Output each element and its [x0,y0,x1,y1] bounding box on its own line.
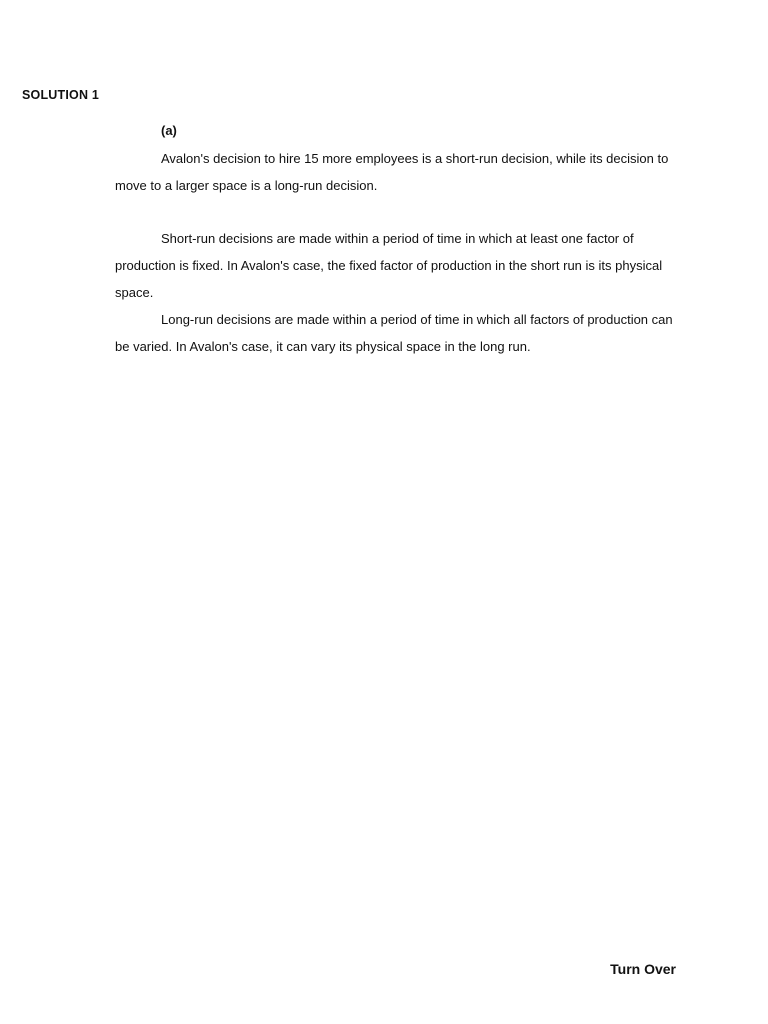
paragraph-2: Short-run decisions are made within a period of time in which at least one factor of production is fixed. In Avalon's case, the fixed factor of production in the short run is its physical space. [115,231,663,300]
part-label: (a) [161,123,177,138]
paragraph-block-3 [115,306,675,360]
paragraph-block-1 [115,145,675,199]
paragraph-1: Avalon's decision to hire 15 more employees is a short-run decision, while its decision to move to a larger space is a long-run decision. [115,151,669,193]
solution-heading: SOLUTION 1 [22,88,100,102]
turn-over-footer: Turn Over [610,961,676,977]
paragraph-block-2 [115,225,675,306]
paragraph-3: Long-run decisions are made within a period of time in which all factors of production can be varied. In Avalon's case, it can vary its physical space in the long run. [115,312,673,354]
